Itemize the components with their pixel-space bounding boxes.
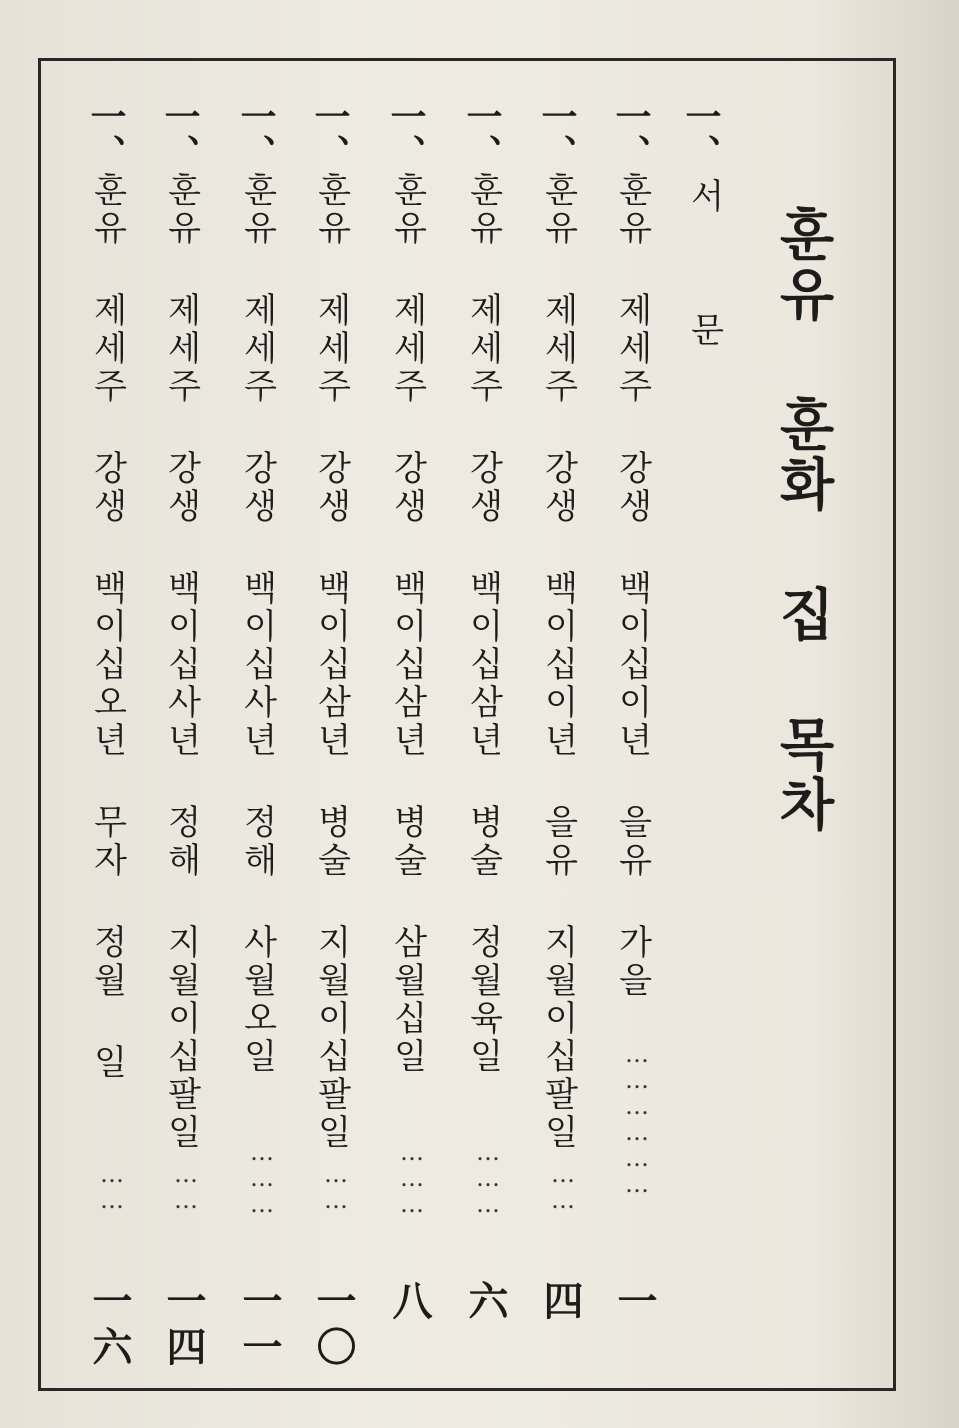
entry-title: 훈유 제세주 강생 백이십사년 정해 사월오일 <box>237 172 277 1076</box>
page-number: 八 <box>386 1280 433 1326</box>
leader-dots: ……………… <box>623 1040 651 1196</box>
leader-dots: …… <box>549 1160 577 1212</box>
entry-title: 훈유 제세주 강생 백이십삼년 병술 삼월십일 <box>387 172 427 1076</box>
page-number: 一六 <box>86 1280 133 1372</box>
entry-title: 훈유 제세주 강생 백이십사년 정해 지월이십팔일 <box>161 172 201 1152</box>
leader-dots: ……… <box>398 1138 426 1216</box>
page-number: 四 <box>537 1280 584 1326</box>
entry-bullet: 一、 <box>235 98 277 170</box>
entry-title: 훈유 제세주 강생 백이십이년 을유 가을 <box>612 172 652 1000</box>
entry-title: 훈유 제세주 강생 백이십이년 을유 지월이십팔일 <box>538 172 578 1152</box>
entry-bullet: 一、 <box>536 98 578 170</box>
entry-title: 서 문 <box>684 178 724 376</box>
page-number: 一一 <box>236 1280 283 1372</box>
entry-bullet: 一、 <box>159 98 201 170</box>
leader-dots: …… <box>172 1160 200 1212</box>
entry-bullet: 一、 <box>610 98 652 170</box>
page-number: 一四 <box>160 1280 207 1372</box>
entry-bullet: 一、 <box>385 98 427 170</box>
page-number: 一〇 <box>310 1280 357 1372</box>
leader-dots: …… <box>98 1160 126 1212</box>
leader-dots: …… <box>322 1160 350 1212</box>
entry-bullet: 一、 <box>680 98 722 170</box>
entry-title: 훈유 제세주 강생 백이십오년 무자 정월 일 <box>87 172 127 1082</box>
entry-title: 훈유 제세주 강생 백이십삼년 병술 지월이십팔일 <box>311 172 351 1152</box>
entry-bullet: 一、 <box>309 98 351 170</box>
entry-bullet: 一、 <box>461 98 503 170</box>
page-number: 六 <box>462 1280 509 1326</box>
toc-title: 훈유 훈화 집 목차 <box>770 205 836 835</box>
entry-title: 훈유 제세주 강생 백이십삼년 병술 정월육일 <box>463 172 503 1076</box>
entry-bullet: 一、 <box>85 98 127 170</box>
page-number: 一 <box>611 1280 658 1326</box>
leader-dots: ……… <box>474 1138 502 1216</box>
leader-dots: ……… <box>248 1138 276 1216</box>
